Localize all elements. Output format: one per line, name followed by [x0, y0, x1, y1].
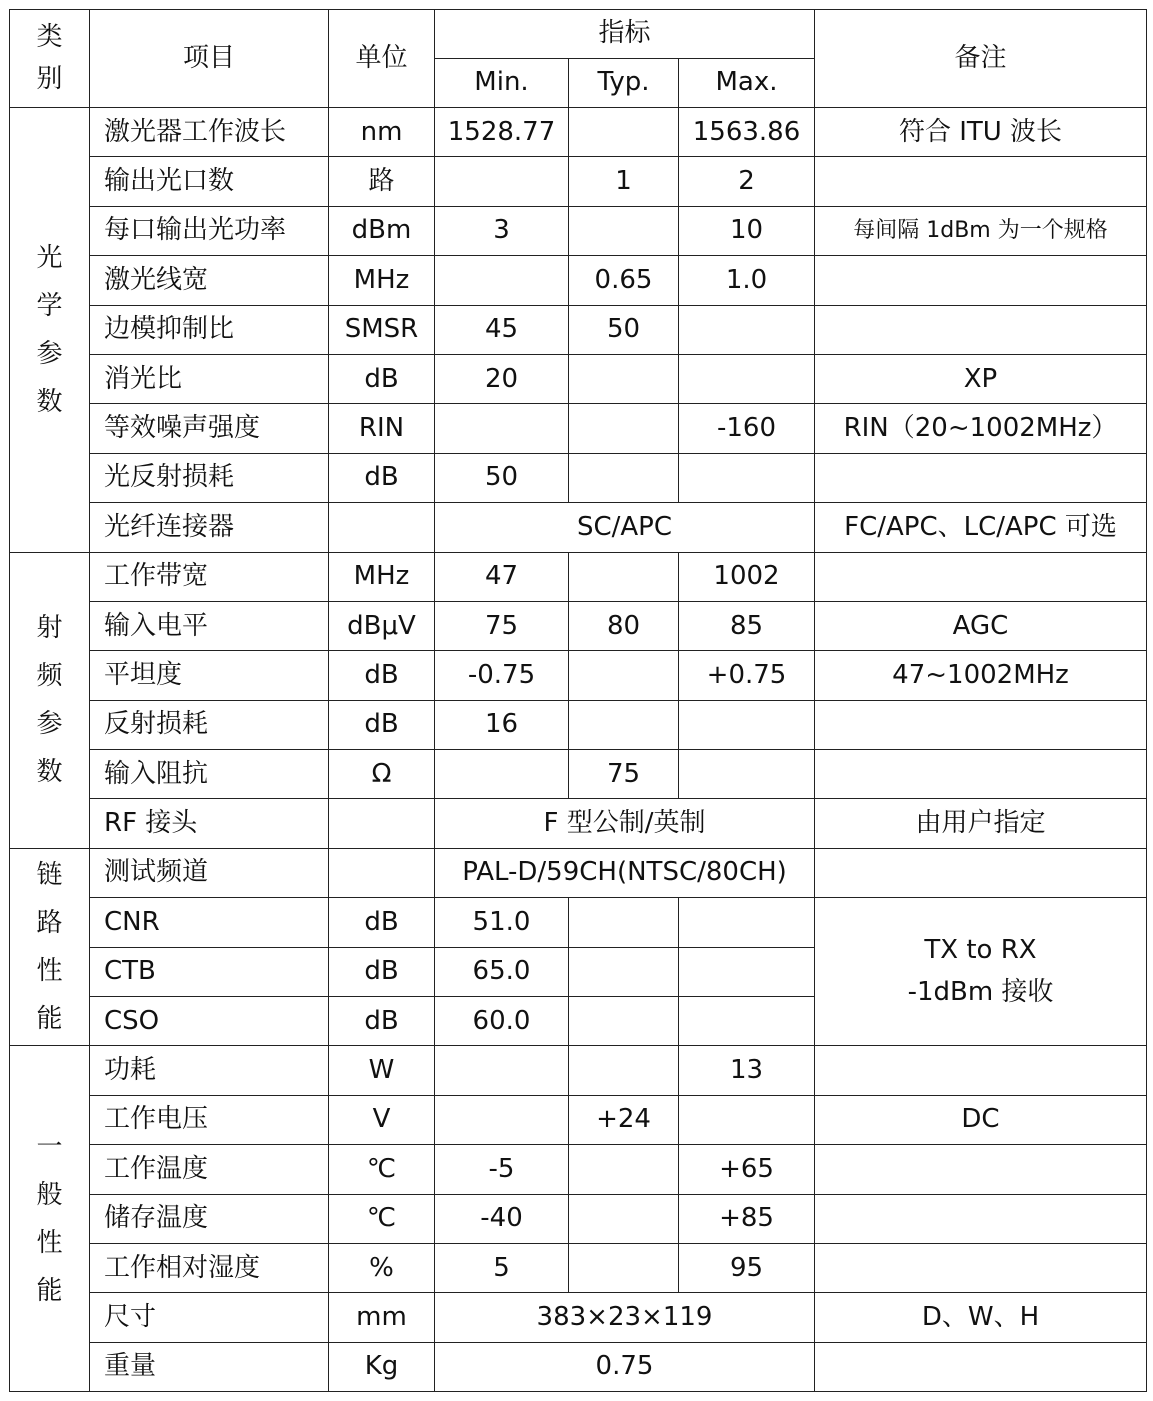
- cell-min: [435, 404, 569, 453]
- cell-note: [815, 256, 1147, 305]
- cell-note: [815, 552, 1147, 601]
- cell-note: [815, 750, 1147, 799]
- table-row: [10, 503, 1147, 552]
- table-row: [10, 1046, 1147, 1095]
- cell-typ: 50: [569, 305, 679, 354]
- cell-item: 激光器工作波长: [90, 108, 329, 157]
- cell-unit: [329, 848, 435, 897]
- cell-typ: 80: [569, 601, 679, 650]
- table-row: [10, 601, 1147, 650]
- cell-item: 等效噪声强度: [90, 404, 329, 453]
- link-note-line1: TX to RX: [924, 935, 1037, 966]
- cell-note: [815, 305, 1147, 354]
- table-row: [10, 898, 1147, 947]
- cell-note: 符合 ITU 波长: [815, 108, 1147, 157]
- cell-unit: dB: [329, 651, 435, 700]
- cell-note: [815, 1145, 1147, 1194]
- header-max: Max.: [679, 59, 815, 108]
- cell-typ: [569, 1243, 679, 1292]
- cell-item: 光纤连接器: [90, 503, 329, 552]
- cell-value: 383×23×119: [435, 1293, 815, 1342]
- cell-note: [815, 453, 1147, 502]
- cell-unit: MHz: [329, 256, 435, 305]
- cell-note: [815, 848, 1147, 897]
- cell-max: 10: [679, 206, 815, 255]
- cell-min: 51.0: [435, 898, 569, 947]
- category-rf: [10, 552, 90, 848]
- cell-min: 75: [435, 601, 569, 650]
- cell-item: CSO: [90, 997, 329, 1046]
- cell-min: 45: [435, 305, 569, 354]
- cell-max: 1.0: [679, 256, 815, 305]
- cell-value: PAL-D/59CH(NTSC/80CH): [435, 848, 815, 897]
- cell-min: 16: [435, 700, 569, 749]
- cell-max: [679, 947, 815, 996]
- cell-unit: dBm: [329, 206, 435, 255]
- cell-typ: [569, 354, 679, 403]
- cell-typ: [569, 206, 679, 255]
- cell-item: 激光线宽: [90, 256, 329, 305]
- cell-min: 20: [435, 354, 569, 403]
- cell-item: RF 接头: [90, 799, 329, 848]
- cell-item: 输入阻抗: [90, 750, 329, 799]
- cell-min: 5: [435, 1243, 569, 1292]
- table-row: [10, 206, 1147, 255]
- cell-item: 输出光口数: [90, 157, 329, 206]
- table-row: [10, 848, 1147, 897]
- table-row: [10, 305, 1147, 354]
- cell-max: -160: [679, 404, 815, 453]
- cell-item: 工作带宽: [90, 552, 329, 601]
- cell-typ: 75: [569, 750, 679, 799]
- cell-note: [815, 1243, 1147, 1292]
- cell-max: [679, 305, 815, 354]
- header-item: 项目: [90, 10, 329, 108]
- cell-max: [679, 1095, 815, 1144]
- category-label: 一般性能: [36, 1131, 63, 1306]
- cell-note: [815, 700, 1147, 749]
- cell-unit: ℃: [329, 1194, 435, 1243]
- cell-min: -5: [435, 1145, 569, 1194]
- cell-typ: [569, 453, 679, 502]
- cell-unit: [329, 503, 435, 552]
- table-row: [10, 404, 1147, 453]
- cell-note: [815, 157, 1147, 206]
- table-row: [10, 108, 1147, 157]
- cell-max: [679, 453, 815, 502]
- cell-unit: dB: [329, 354, 435, 403]
- cell-note: RIN（20~1002MHz）: [815, 404, 1147, 453]
- cell-note: AGC: [815, 601, 1147, 650]
- cell-typ: [569, 1194, 679, 1243]
- cell-typ: [569, 404, 679, 453]
- header-indicator: 指标: [435, 10, 815, 59]
- cell-unit: dB: [329, 700, 435, 749]
- cell-note: [815, 1194, 1147, 1243]
- cell-item: 光反射损耗: [90, 453, 329, 502]
- cell-min: [435, 1046, 569, 1095]
- cell-unit: [329, 799, 435, 848]
- cell-typ: [569, 1145, 679, 1194]
- cell-max: 2: [679, 157, 815, 206]
- cell-unit: SMSR: [329, 305, 435, 354]
- cell-max: [679, 898, 815, 947]
- cell-max: [679, 750, 815, 799]
- cell-note: XP: [815, 354, 1147, 403]
- cell-typ: [569, 108, 679, 157]
- cell-unit: RIN: [329, 404, 435, 453]
- cell-unit: MHz: [329, 552, 435, 601]
- cell-item: 测试频道: [90, 848, 329, 897]
- cell-min: [435, 750, 569, 799]
- cell-item: 反射损耗: [90, 700, 329, 749]
- cell-typ: 1: [569, 157, 679, 206]
- cell-typ: [569, 997, 679, 1046]
- cell-max: +65: [679, 1145, 815, 1194]
- cell-max: +85: [679, 1194, 815, 1243]
- table-row: [10, 700, 1147, 749]
- cell-unit: dBμV: [329, 601, 435, 650]
- table-row: [10, 354, 1147, 403]
- cell-unit: Ω: [329, 750, 435, 799]
- cell-min: 1528.77: [435, 108, 569, 157]
- cell-item: 输入电平: [90, 601, 329, 650]
- cell-note: DC: [815, 1095, 1147, 1144]
- cell-typ: +24: [569, 1095, 679, 1144]
- cell-item: CNR: [90, 898, 329, 947]
- cell-item: 重量: [90, 1342, 329, 1391]
- cell-min: 3: [435, 206, 569, 255]
- category-label: 光学参数: [36, 242, 63, 417]
- category-label: 射频参数: [36, 613, 63, 788]
- cell-item: 功耗: [90, 1046, 329, 1095]
- cell-typ: [569, 1046, 679, 1095]
- table-row: [10, 157, 1147, 206]
- category-optical: [10, 108, 90, 553]
- table-row: [10, 552, 1147, 601]
- cell-note: D、W、H: [815, 1293, 1147, 1342]
- table-row: [10, 799, 1147, 848]
- cell-item: 每口输出光功率: [90, 206, 329, 255]
- cell-typ: [569, 898, 679, 947]
- header-category: 类别: [10, 10, 90, 108]
- table-row: [10, 651, 1147, 700]
- cell-max: 1563.86: [679, 108, 815, 157]
- cell-item: 工作温度: [90, 1145, 329, 1194]
- cell-max: 85: [679, 601, 815, 650]
- cell-unit: dB: [329, 997, 435, 1046]
- category-link: [10, 848, 90, 1046]
- table-row: [10, 750, 1147, 799]
- cell-unit: dB: [329, 898, 435, 947]
- cell-min: [435, 256, 569, 305]
- cell-max: [679, 700, 815, 749]
- cell-note: [815, 1046, 1147, 1095]
- link-note: [815, 898, 1147, 1046]
- cell-note: FC/APC、LC/APC 可选: [815, 503, 1147, 552]
- table-row: [10, 256, 1147, 305]
- cell-unit: nm: [329, 108, 435, 157]
- cell-unit: W: [329, 1046, 435, 1095]
- cell-note: 47~1002MHz: [815, 651, 1147, 700]
- cell-min: [435, 157, 569, 206]
- table-row: [10, 453, 1147, 502]
- cell-max: 1002: [679, 552, 815, 601]
- cell-unit: Kg: [329, 1342, 435, 1391]
- table-row: [10, 1243, 1147, 1292]
- cell-min: -40: [435, 1194, 569, 1243]
- cell-max: 13: [679, 1046, 815, 1095]
- cell-unit: V: [329, 1095, 435, 1144]
- cell-item: 工作相对湿度: [90, 1243, 329, 1292]
- spec-table: [9, 9, 1147, 1392]
- cell-unit: ℃: [329, 1145, 435, 1194]
- table-row: [10, 1293, 1147, 1342]
- cell-min: 60.0: [435, 997, 569, 1046]
- cell-min: -0.75: [435, 651, 569, 700]
- cell-note: 每间隔 1dBm 为一个规格: [815, 206, 1147, 255]
- cell-typ: [569, 651, 679, 700]
- cell-max: [679, 997, 815, 1046]
- cell-typ: [569, 947, 679, 996]
- header-unit: 单位: [329, 10, 435, 108]
- cell-item: 工作电压: [90, 1095, 329, 1144]
- cell-max: +0.75: [679, 651, 815, 700]
- cell-min: [435, 1095, 569, 1144]
- cell-item: 平坦度: [90, 651, 329, 700]
- table-row: [10, 1342, 1147, 1391]
- cell-unit: dB: [329, 947, 435, 996]
- cell-value: 0.75: [435, 1342, 815, 1391]
- cell-typ: [569, 552, 679, 601]
- cell-unit: dB: [329, 453, 435, 502]
- cell-note: 由用户指定: [815, 799, 1147, 848]
- link-note-line2: -1dBm 接收: [907, 976, 1054, 1007]
- header-min: Min.: [435, 59, 569, 108]
- cell-item: CTB: [90, 947, 329, 996]
- cell-value: SC/APC: [435, 503, 815, 552]
- cell-typ: 0.65: [569, 256, 679, 305]
- cell-unit: 路: [329, 157, 435, 206]
- category-label: 链路性能: [36, 860, 63, 1035]
- cell-typ: [569, 700, 679, 749]
- cell-item: 边模抑制比: [90, 305, 329, 354]
- table-row: [10, 1095, 1147, 1144]
- table-row: [10, 1145, 1147, 1194]
- cell-value: F 型公制/英制: [435, 799, 815, 848]
- header-typ: Typ.: [569, 59, 679, 108]
- cell-min: 65.0: [435, 947, 569, 996]
- cell-max: [679, 354, 815, 403]
- header-note: 备注: [815, 10, 1147, 108]
- cell-min: 50: [435, 453, 569, 502]
- table-row: [10, 1194, 1147, 1243]
- cell-unit: %: [329, 1243, 435, 1292]
- cell-unit: mm: [329, 1293, 435, 1342]
- cell-item: 尺寸: [90, 1293, 329, 1342]
- category-general: [10, 1046, 90, 1392]
- cell-note: [815, 1342, 1147, 1391]
- cell-item: 消光比: [90, 354, 329, 403]
- cell-min: 47: [435, 552, 569, 601]
- cell-item: 储存温度: [90, 1194, 329, 1243]
- cell-max: 95: [679, 1243, 815, 1292]
